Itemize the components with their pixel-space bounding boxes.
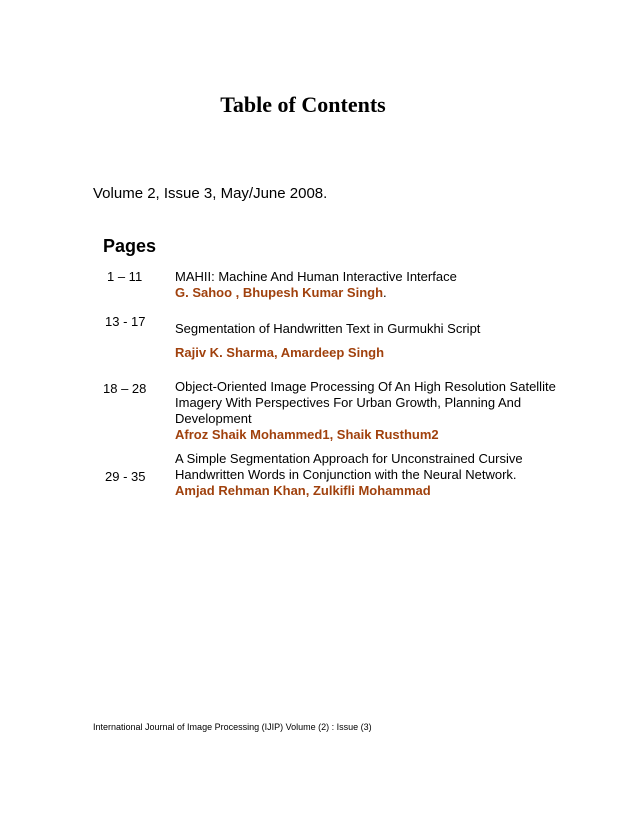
page-title: Table of Contents	[220, 92, 386, 117]
entry-authors-suffix: .	[383, 285, 387, 300]
footer-journal-info: International Journal of Image Processing (IJIP) Volume (2) : Issue (3)	[93, 722, 372, 732]
pages-heading: Pages	[103, 236, 157, 256]
entry-authors: Rajiv K. Sharma, Amardeep Singh	[175, 345, 385, 360]
toc-entry	[175, 269, 565, 301]
volume-issue-line: Volume 2, Issue 3, May/June 2008.	[93, 185, 328, 202]
entry-page-range: 18 – 28	[103, 381, 147, 396]
toc-entry	[175, 379, 565, 443]
toc-entry	[175, 451, 565, 499]
entry-title: Object-Oriented Image Processing Of An High Resolution Satellite Imagery With Perspectives For Urban Growth, Planning And Development	[175, 379, 556, 426]
entry-title: A Simple Segmentation Approach for Unconstrained Cursive Handwritten Words in Conjunction with the Neural Network.	[175, 451, 523, 482]
entry-authors: Afroz Shaik Mohammed1, Shaik Rusthum2	[175, 427, 439, 442]
entry-page-range: 1 – 11	[107, 269, 143, 284]
entry-authors: Amjad Rehman Khan, Zulkifli Mohammad	[175, 483, 431, 498]
entry-authors: G. Sahoo , Bhupesh Kumar Singh	[175, 285, 384, 300]
entry-title: MAHII: Machine And Human Interactive Interface	[175, 269, 457, 284]
entry-page-range: 29 - 35	[105, 469, 146, 484]
entry-title: Segmentation of Handwritten Text in Gurmukhi Script	[175, 321, 481, 336]
entry-page-range: 13 - 17	[105, 314, 146, 329]
toc-entry	[175, 321, 565, 361]
